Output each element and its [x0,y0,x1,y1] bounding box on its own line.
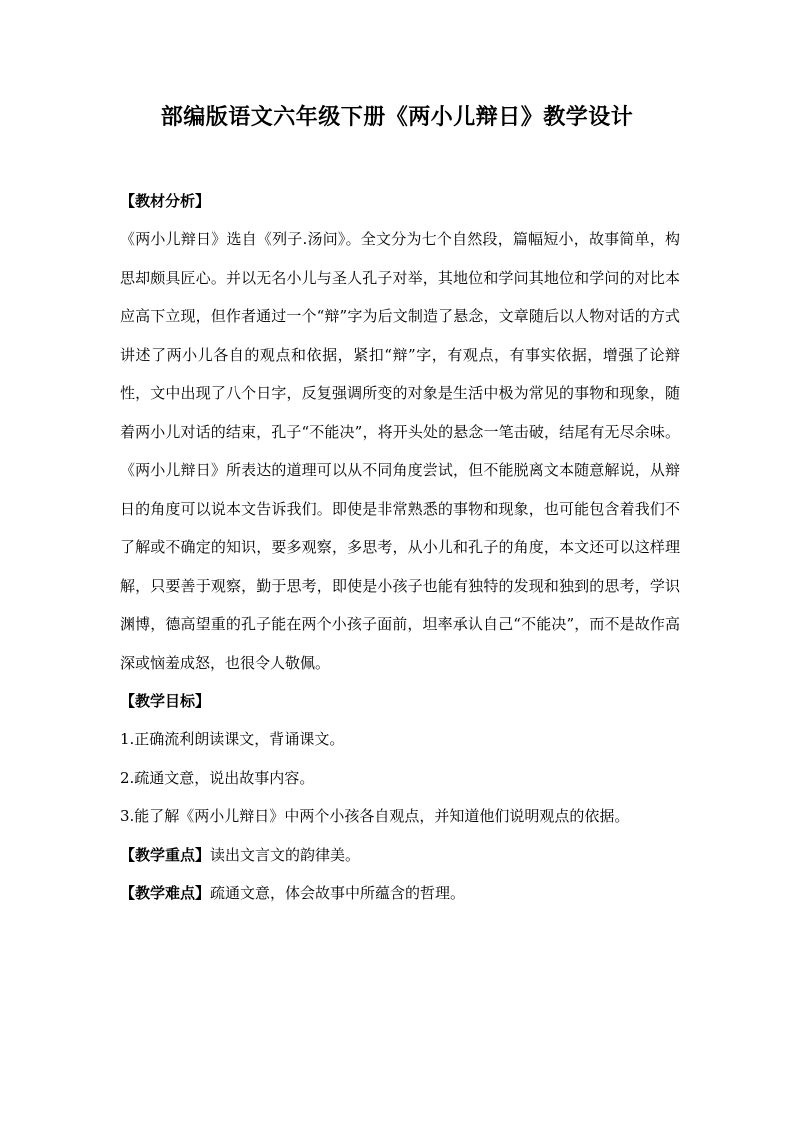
difficulty-text: 疏通文意，体会故事中所蕴含的哲理。 [210,884,466,902]
document-title: 部编版语文六年级下册《两小儿辩日》教学设计 [160,104,634,130]
section-heading-objectives: 【教学目标】 [120,692,211,710]
objective-item-3: 3.能了解《两小儿辩日》中两个小孩各自观点，并知道他们说明观点的依据。 [120,807,630,825]
key-point-line [120,836,680,875]
document-content [120,182,680,913]
objective-item-1: 1.正确流利朗读课文，背诵课文。 [120,730,345,748]
key-point-label: 【教学重点】 [120,845,211,864]
section-heading-analysis: 【教材分析】 [120,192,211,210]
analysis-paragraph: 《两小儿辩日》选自《列子.汤问》。全文分为七个自然段，篇幅短小，故事简单，构思却颇具匠心。并以无名小儿与圣人孔子对举，其地位和学问其地位和学问的对比本应高下立现，但作者通过一个“辩”字为后文制造了悬念，文章随后以人物对话的方式讲述了两小儿各自的观点和依据，紧扣“辩”字，有观点，有事实依据，增强了论辩性，文中出现了八个日字，反复强调所变的对象是生活中极为常见的事物和现象，随着两小儿对话的结束，孔子“不能决”，将开头处的悬念一笔击破，结尾有无尽余味。《两小儿辩日》所表达的道理可以从不同角度尝试，但不能脱离文本随意解说，从辩日的角度可以说本文告诉我们。即使是非常熟悉的事物和现象，也可能包含着我们不了解或不确定的知识，要多观察，多思考，从小儿和孔子的角度，本文还可以这样理解，只要善于观察，勤于思考，即使是小孩子也能有独特的发现和独到的思考，学识渊博，德高望重的孔子能在两个小孩子面前，坦率承认自己“不能决”，而不是故作高深或恼羞成怒，也很令人敬佩。 [120,230,680,672]
difficulty-label: 【教学难点】 [120,884,211,902]
difficulty-line [120,874,680,913]
key-point-text: 读出文言文的韵律美。 [210,845,361,864]
objective-item-2: 2.疏通文意，说出故事内容。 [120,768,315,787]
